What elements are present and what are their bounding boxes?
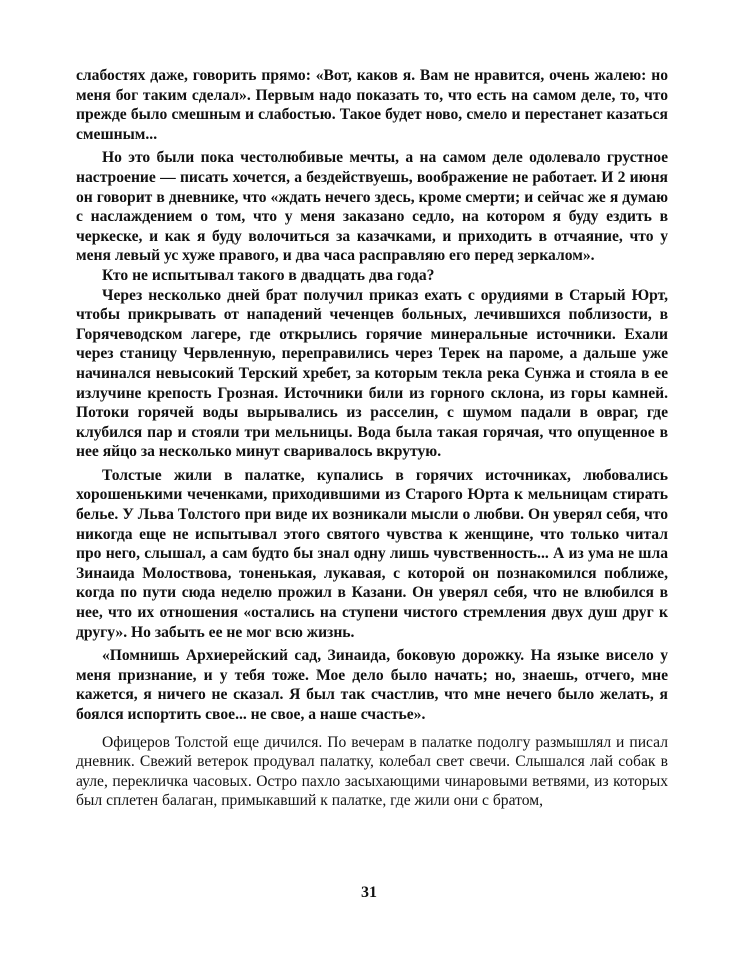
page-number: 31 (361, 884, 377, 901)
paragraph-1: слабостях даже, говорить прямо: «Вот, каков я. Вам не нравится, очень жалею: но меня бог таким сделал». Первым надо показать то, что есть на самом деле, то, что прежде было смешным и слабостью. Такое будет ново, смело и перестанет казаться смешным... (76, 67, 668, 143)
paragraph-4: Через несколько дней брат получил приказ ехать с орудиями в Старый Юрт, чтобы прикрывать от нападений чеченцев больных, лечившихся поблизости, в Горячеводском лагере, где открылись горячие минеральные источники. Ехали через станицу Червленную, переправились через Терек на пароме, а дальше уже начинался невысокий Терский хребет, за которым текла река Сунжа и стояла в ее излучине крепость Грозная. Источники били из горного склона, из горы камней. Потоки горячей воды вырывались из расселин, с шумом падали в овраг, где клубился пар и стояли три мельницы. Вода была такая горячая, что опущенное в нее яйцо за несколько минут сваривалось вкрутую. (76, 286, 668, 461)
paragraph-7: Офицеров Толстой еще дичился. По вечерам в палатке подолгу размышлял и писал дневник. Свежий ветерок продувал палатку, колебал свет свечи. Слышался лай собак в ауле, перекличка часовых. Остро пахло засыхающими чинаровыми ветвями, из которых был сплетен балаган, примыкавший к палатке, где жили они с братом, (76, 733, 668, 810)
paragraph-quote: «Помнишь Архиерейский сад, Зинаида, боковую дорожку. На языке висело у меня признание, и у тебя тоже. Мое дело было начать; но, знаешь, отчего, мне кажется, я ничего не сказал. Я был так счастлив, что мне нечего было желать, я боялся испортить свое... не свое, а наше счастье». (76, 647, 668, 723)
paragraph-2: Но это были пока честолюбивые мечты, а на самом деле одолевало грустное настроение — писать хочется, а бездействуешь, воображение не работает. И 2 июня он говорит в дневнике, что «ждать нечего здесь, кроме смерти; и сейчас же я думаю с наслаждением о том, что у меня заказано седло, на котором я буду ездить в черкеске, и как я буду волочиться за казачками, и приходить в отчаяние, что у меня левый ус хуже правого, и два часа расправляю его перед зеркалом». (76, 149, 668, 265)
paragraph-3: Кто не испытывал такого в двадцать два года? (102, 266, 435, 284)
paragraph-5: Толстые жили в палатке, купались в горячих источниках, любовались хорошенькими чеченками, приходившими из Старого Юрта к мельницам стирать белье. У Льва Толстого при виде их возникали мысли о любви. Он уверял себя, что никогда еще не испытывал этого святого чувства к женщине, что только читал про него, слышал, а сам будто бы знал одну лишь чувственность... А из ума не шла Зинаида Молоствова, тоненькая, лукавая, с которой он познакомился поближе, когда по пути сюда неделю прожил в Казани. Он уверял себя, что не влюбился в нее, что их отношения «остались на ступени чистого стремления двух душ друг к другу». Но забыть ее не мог всю жизнь. (76, 466, 668, 641)
page-body (76, 66, 668, 811)
